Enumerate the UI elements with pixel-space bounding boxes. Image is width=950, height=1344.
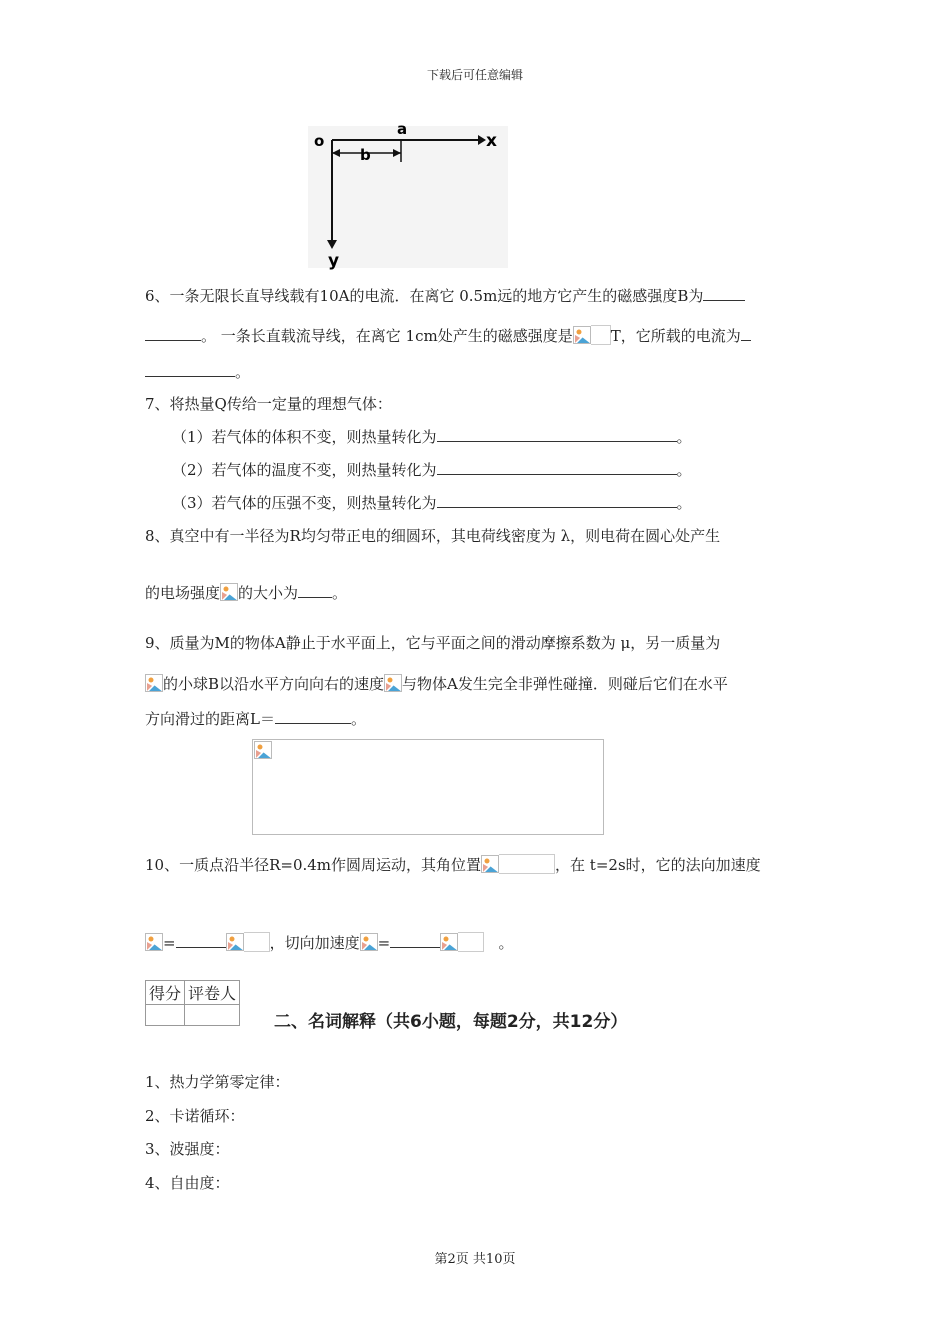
q6-blank-b-cont[interactable] (145, 362, 235, 377)
q7-blank-2[interactable] (437, 460, 677, 475)
q7-sub1: （1）若气体的体积不变，则热量转化为 。 (172, 428, 692, 446)
q9-line1: 9、质量为M的物体A静止于水平面上，它与平面之间的滑动摩擦系数为 μ，另一质量为 (145, 634, 721, 652)
image-placeholder-icon (573, 326, 591, 344)
q9-line2: 的小球B以沿水平方向向右的速度 与物体A发生完全非弹性碰撞．则碰后它们在水平 (145, 674, 728, 694)
figure-y-label: y (328, 251, 340, 271)
q10-line2: = ，切向加速度 = 。 (145, 932, 514, 953)
image-placeholder-icon (481, 855, 499, 873)
figure-b-label: b (360, 146, 371, 164)
figure-x-label: x (486, 131, 497, 151)
score-table (145, 980, 240, 1026)
image-placeholder-icon (440, 933, 458, 951)
image-placeholder-icon (254, 741, 272, 759)
q10-blank-1[interactable] (176, 933, 226, 948)
section-title: 二、名词解释（共6小题，每题2分，共12分） (274, 1012, 628, 1032)
q7-blank-3[interactable] (437, 493, 677, 508)
image-placeholder-icon (384, 674, 402, 692)
image-placeholder-icon (360, 933, 378, 951)
q10-line1: 10、一质点沿半径R=0.4m作圆周运动，其角位置 ，在 t=2s时，它的法向加速度 (145, 856, 761, 874)
figure-a-label: a (397, 120, 408, 138)
image-placeholder-icon (145, 933, 163, 951)
grader-header: 评卷人 (185, 981, 240, 1005)
q6-blank-a-cont[interactable] (145, 326, 201, 341)
q7-stem: 7、将热量Q传给一定量的理想气体： (145, 395, 392, 413)
q6-line2: 。 一条长直载流导线，在离它 1cm处产生的磁感强度是 T，它所载的电流为 (145, 325, 751, 346)
q8-line2: 的电场强度 的大小为 。 (145, 584, 348, 602)
q9-blank[interactable] (275, 709, 351, 724)
image-placeholder-icon (220, 583, 238, 601)
image-placeholder-icon (226, 933, 244, 951)
term-item: 4、自由度： (145, 1174, 230, 1192)
term-item: 2、卡诺循环： (145, 1107, 245, 1125)
q6-blank-a[interactable] (703, 286, 745, 301)
q8-blank[interactable] (298, 583, 332, 598)
q8-line1: 8、真空中有一半径为R均匀带正电的细圆环，其电荷线密度为 λ，则电荷在圆心处产生 (145, 527, 721, 545)
score-header: 得分 (146, 981, 185, 1005)
score-cell[interactable] (146, 1005, 185, 1026)
q6-line3: 。 (145, 362, 250, 382)
image-placeholder-icon (145, 674, 163, 692)
figure-origin-label: o (314, 132, 325, 150)
q6-blank-b[interactable] (741, 326, 751, 341)
q7-sub2: （2）若气体的温度不变，则热量转化为 。 (172, 461, 692, 479)
q7-blank-1[interactable] (437, 427, 677, 442)
q7-sub3: （3）若气体的压强不变，则热量转化为 。 (172, 494, 692, 512)
term-item: 1、热力学第零定律： (145, 1073, 290, 1091)
q9-figure-frame (252, 739, 604, 835)
q10-blank-2[interactable] (390, 933, 440, 948)
q9-line3: 方向滑过的距离L＝ 。 (145, 710, 366, 728)
page-header: 下载后可任意编辑 (426, 68, 523, 82)
page-footer: 第2页 共10页 (434, 1252, 516, 1267)
grader-cell[interactable] (185, 1005, 240, 1026)
coordinate-figure (300, 118, 515, 276)
q6-line1: 6、一条无限长直导线载有10A的电流．在离它 0.5m远的地方它产生的磁感强度B为 (145, 286, 745, 306)
term-item: 3、波强度： (145, 1140, 230, 1158)
